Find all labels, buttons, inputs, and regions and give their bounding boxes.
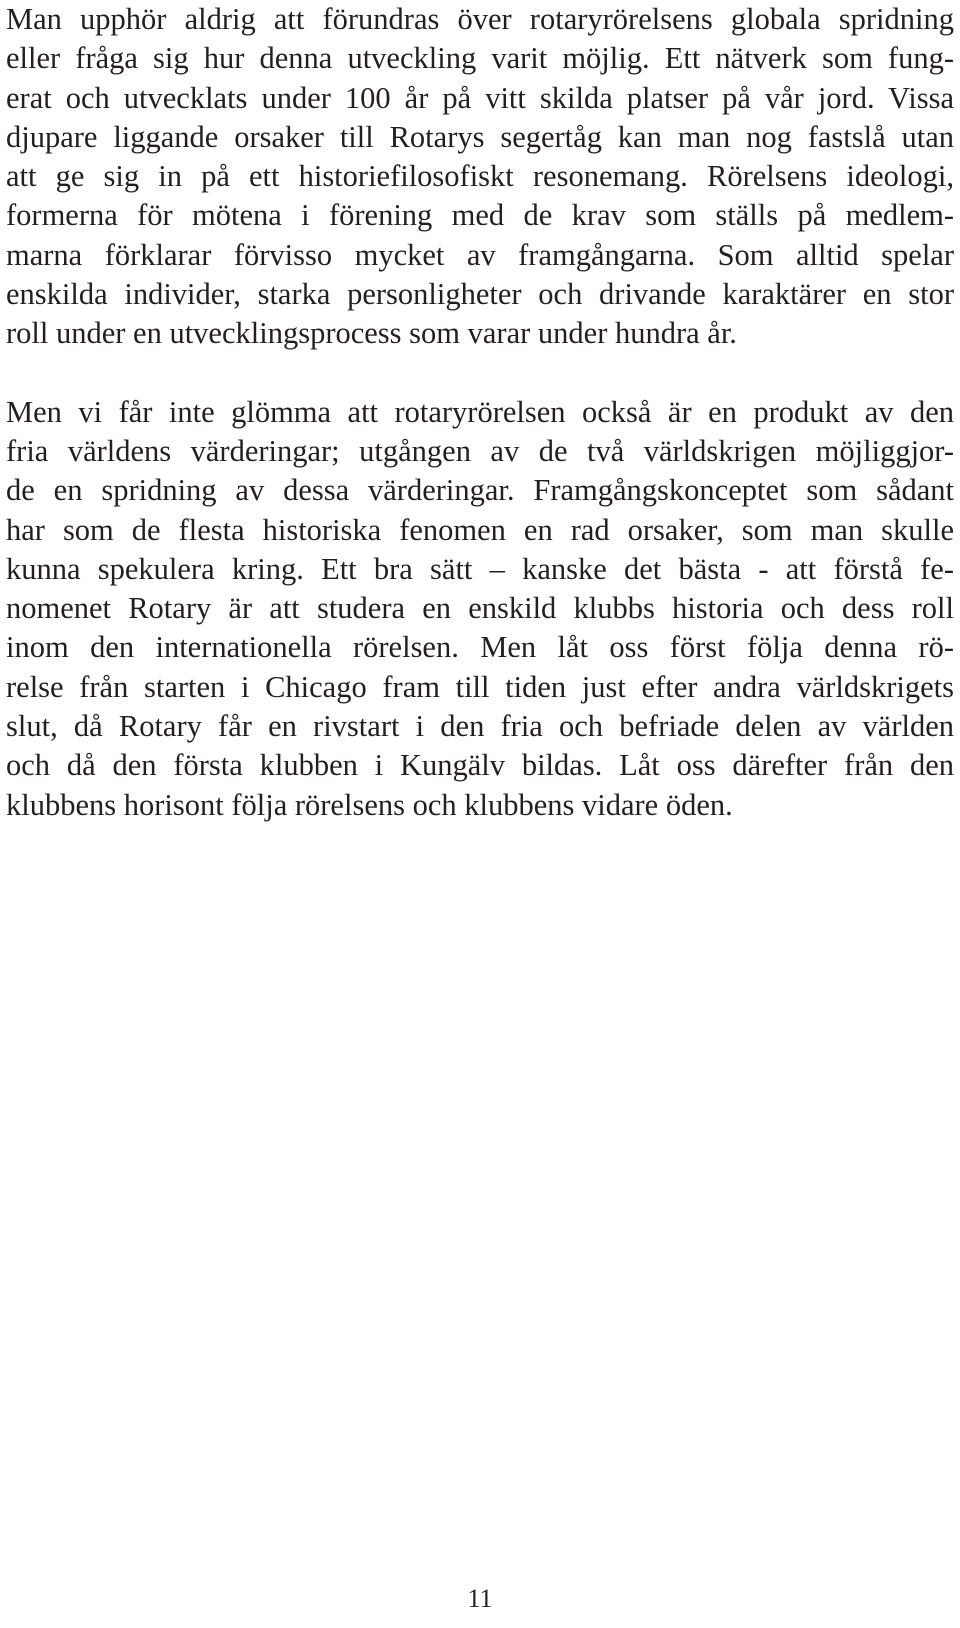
- page-number: 11: [467, 1584, 493, 1613]
- paragraph-2: [6, 393, 954, 825]
- text-line: marna förklarar förvisso mycket av framgångarna. Som alltid spelar: [6, 237, 954, 272]
- text-line: eller fråga sig hur denna utveckling varit möjlig. Ett nätverk som fung-: [6, 41, 954, 76]
- text-line: djupare liggande orsaker till Rotarys segertåg kan man nog fastslå utan: [6, 119, 954, 154]
- text-line: klubbens horisont följa rörelsens och klubbens vidare öden.: [6, 787, 733, 822]
- text-line: fria världens värderingar; utgången av de två världskrigen möjliggjor-: [6, 433, 954, 468]
- text-line: Man upphör aldrig att förundras över rotaryrörelsens globala spridning: [6, 2, 954, 36]
- text-line: erat och utvecklats under 100 år på vitt skilda platser på vår jord. Vissa: [6, 80, 954, 115]
- text-line: nomenet Rotary är att studera en enskild klubbs historia och dess roll: [6, 591, 954, 626]
- text-line: Men vi får inte glömma att rotaryrörelsen också är en produkt av den: [6, 394, 954, 429]
- text-line: roll under en utvecklingsprocess som varar under hundra år.: [6, 316, 737, 351]
- page-body: [6, 0, 954, 825]
- text-line: har som de flesta historiska fenomen en rad orsaker, som man skulle: [6, 512, 954, 547]
- text-line: de en spridning av dessa värderingar. Framgångskonceptet som sådant: [6, 473, 954, 508]
- text-line: formerna för mötena i förening med de krav som ställs på medlem-: [6, 198, 954, 233]
- text-line: att ge sig in på ett historiefilosofiskt resonemang. Rörelsens ideologi,: [6, 159, 954, 194]
- text-line: och då den första klubben i Kungälv bildas. Låt oss därefter från den: [6, 748, 954, 783]
- text-line: kunna spekulera kring. Ett bra sätt – kanske det bästa - att förstå fe-: [6, 551, 954, 586]
- text-line: enskilda individer, starka personligheter och drivande karaktärer en stor: [6, 277, 954, 312]
- text-line: relse från starten i Chicago fram till tiden just efter andra världskrigets: [6, 669, 954, 704]
- text-line: inom den internationella rörelsen. Men låt oss först följa denna rö-: [6, 630, 954, 665]
- paragraph-1: [6, 0, 954, 354]
- text-line: slut, då Rotary får en rivstart i den fria och befriade delen av världen: [6, 709, 954, 744]
